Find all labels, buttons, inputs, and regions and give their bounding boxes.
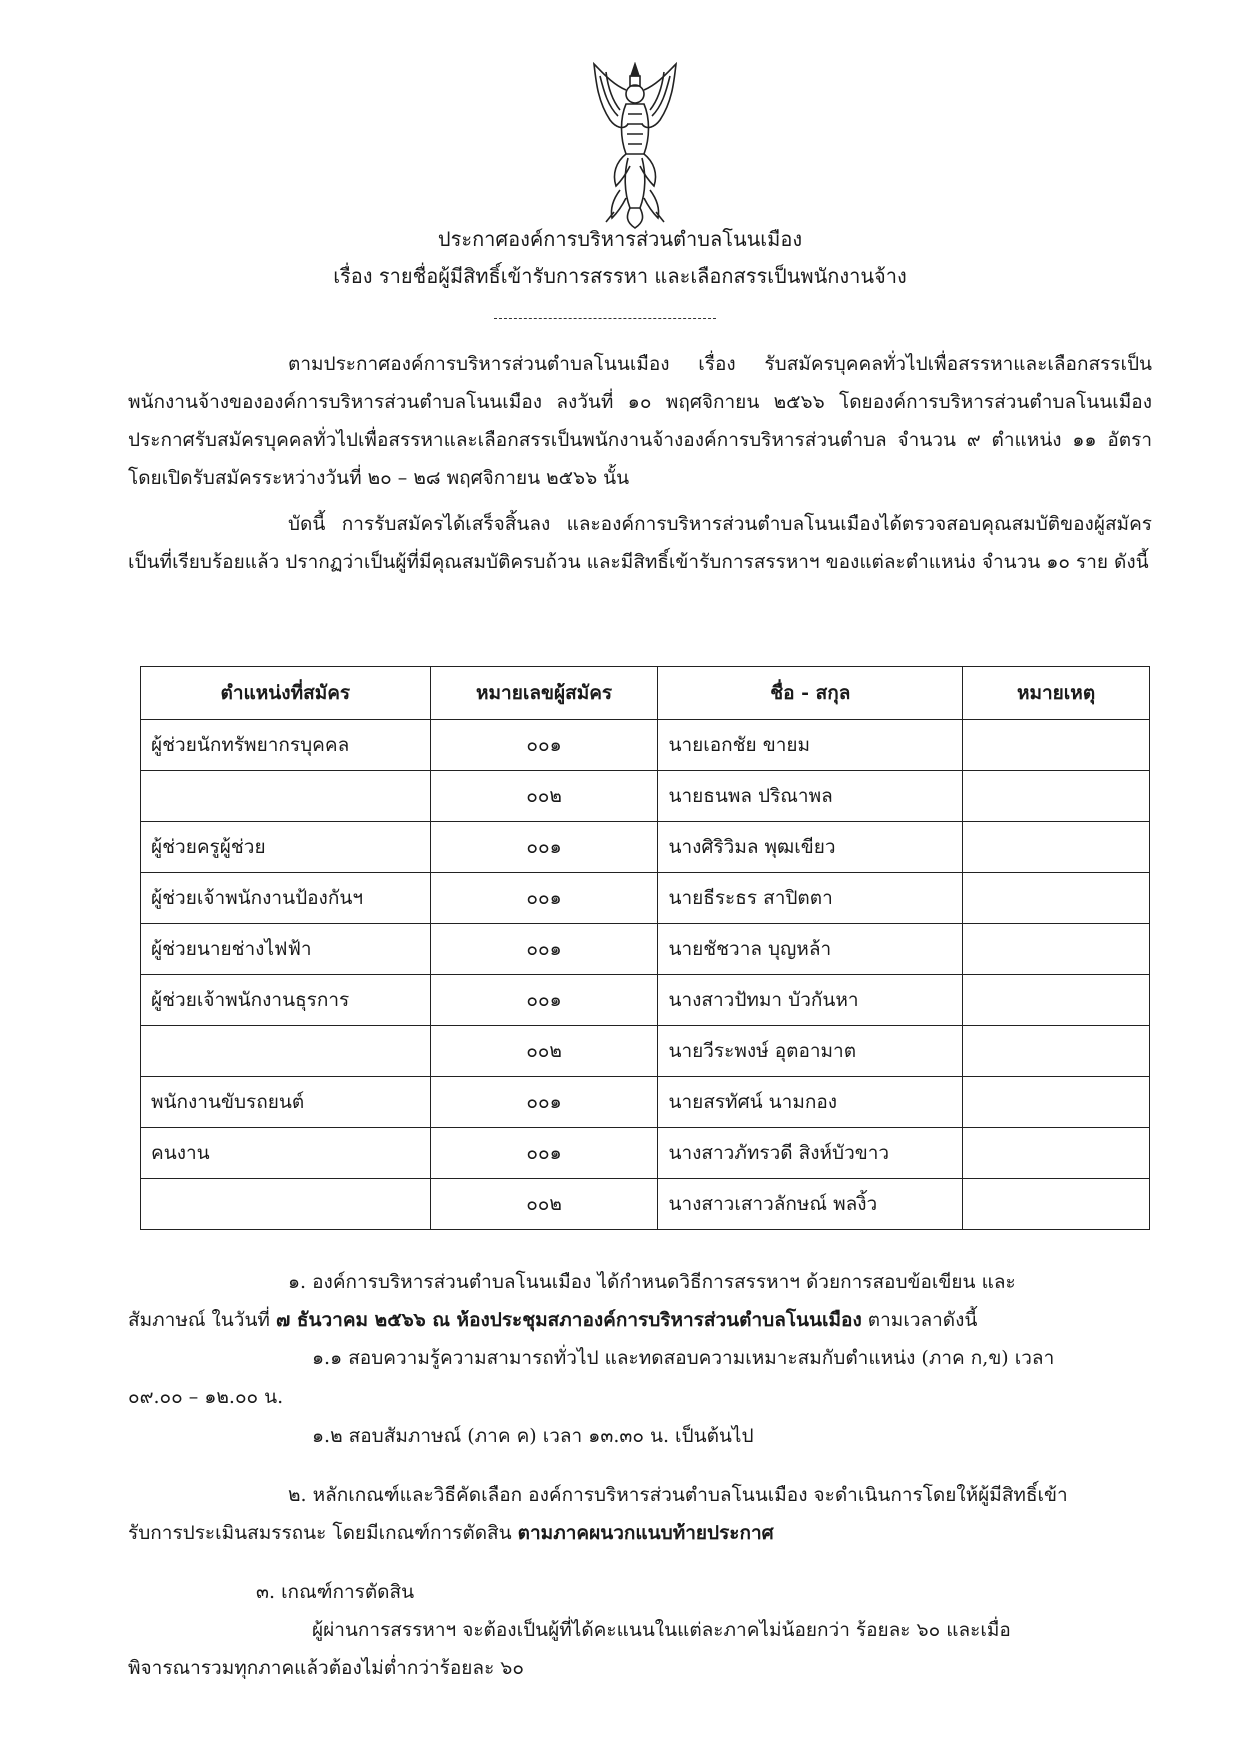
cell-name: นางสาวปัทมา บัวกันหา [658,975,963,1026]
cell-position: ผู้ช่วยนักทรัพยากรบุคคล [141,720,431,771]
applicant-table [140,666,1150,1230]
cell-position [141,1179,431,1230]
cell-number: ๐๐๒ [430,771,658,822]
cell-number: ๐๐๑ [430,822,658,873]
cell-name: นายเอกชัย ขายม [658,720,963,771]
cell-number: ๐๐๑ [430,873,658,924]
section2-line2 [128,1518,774,1548]
table-row [141,822,1150,873]
table-row [141,1026,1150,1077]
header-remarks: หมายเหตุ [963,667,1150,720]
section1-line2-suffix: ตามเวลาดังนี้ [861,1309,978,1331]
title-divider [494,318,716,319]
cell-name: นางสาวภัทรวดี สิงห์บัวขาว [658,1128,963,1179]
cell-note [963,720,1150,771]
table-row [141,873,1150,924]
cell-position [141,1026,431,1077]
announcement-title: ประกาศองค์การบริหารส่วนตำบลโนนเมือง [437,227,803,251]
cell-note [963,975,1150,1026]
cell-position: ผู้ช่วยเจ้าพนักงานป้องกันฯ [141,873,431,924]
cell-position: คนงาน [141,1128,431,1179]
cell-position: พนักงานขับรถยนต์ [141,1077,431,1128]
cell-note [963,822,1150,873]
cell-position: ผู้ช่วยครูผู้ช่วย [141,822,431,873]
table-row [141,1128,1150,1179]
cell-name: นายสรทัศน์ นามกอง [658,1077,963,1128]
cell-note [963,1026,1150,1077]
table-row [141,1077,1150,1128]
section1-line2 [128,1305,977,1335]
table-row [141,924,1150,975]
header-applicant-number: หมายเลขผู้สมัคร [430,667,658,720]
cell-name: นายธนพล ปริณาพล [658,771,963,822]
cell-note [963,1179,1150,1230]
section1-line1: ๑. องค์การบริหารส่วนตำบลโนนเมือง ได้กำหนดวิธีการสรรหาฯ ด้วยการสอบข้อเขียน และ [288,1271,1016,1293]
section3-heading: ๓. เกณฑ์การตัดสิน [256,1581,415,1603]
garuda-emblem [590,62,680,230]
intro-paragraph: ตามประกาศองค์การบริหารส่วนตำบลโนนเมือง เรื่อง รับสมัครบุคคลทั่วไปเพื่อสรรหาและเลือกสรรเป็นพนักงานจ้างขององค์การบริหารส่วนตำบลโนนเมือง ลงวันที่ ๑๐ พฤศจิกายน ๒๕๖๖ โดยองค์การบริหารส่วนตำบลโนนเมือง ประกาศรับสมัครบุคคลทั่วไปเพื่อสรรหาและเลือกสรรเป็นพนักงานจ้างองค์การบริหารส่วนตำบล จำนวน ๙ ตำแหน่ง ๑๑ อัตรา โดยเปิดรับสมัครระหว่างวันที่ ๒๐ – ๒๘ พฤศจิกายน ๒๕๖๖ นั้น [128,353,1152,489]
header-position: ตำแหน่งที่สมัคร [141,667,431,720]
cell-number: ๐๐๑ [430,1128,658,1179]
cell-name: นายชัชวาล บุญหล้า [658,924,963,975]
section2-line2-prefix: รับการประเมินสมรรถนะ โดยมีเกณฑ์การตัดสิน [128,1522,518,1544]
cell-note [963,924,1150,975]
section3-line2: พิจารณารวมทุกภาคแล้วต้องไม่ต่ำกว่าร้อยละ ๖๐ [128,1657,524,1679]
section1-item1-2: ๑.๒ สอบสัมภาษณ์ (ภาค ค) เวลา ๑๓.๓๐ น. เป็นต้นไป [312,1425,754,1447]
section3-line1: ผู้ผ่านการสรรหาฯ จะต้องเป็นผู้ที่ได้คะแนนในแต่ละภาคไม่น้อยกว่า ร้อยละ ๖๐ และเมื่อ [312,1619,1011,1641]
cell-note [963,1128,1150,1179]
section2-line2-bold: ตามภาคผนวกแนบท้ายประกาศ [517,1522,774,1544]
cell-position: ผู้ช่วยเจ้าพนักงานธุรการ [141,975,431,1026]
section2-line1: ๒. หลักเกณฑ์และวิธีคัดเลือก องค์การบริหารส่วนตำบลโนนเมือง จะดำเนินการโดยให้ผู้มีสิทธิ์เข้า [288,1484,1068,1506]
cell-number: ๐๐๒ [430,1179,658,1230]
header-full-name: ชื่อ - สกุล [658,667,963,720]
cell-note [963,873,1150,924]
cell-name: นางศิริวิมล พุฒเขียว [658,822,963,873]
table-header-row [141,667,1150,720]
cell-note [963,771,1150,822]
table-row [141,975,1150,1026]
cell-number: ๐๐๑ [430,975,658,1026]
cell-note [963,1077,1150,1128]
cell-name: นางสาวเสาวลักษณ์ พลงิ้ว [658,1179,963,1230]
table-row [141,1179,1150,1230]
cell-number: ๐๐๑ [430,1077,658,1128]
announcement-subject: เรื่อง รายชื่อผู้มีสิทธิ์เข้ารับการสรรหา และเลือกสรรเป็นพนักงานจ้าง [333,264,907,288]
cell-position: ผู้ช่วยนายช่างไฟฟ้า [141,924,431,975]
cell-name: นายธีระธร สาปิตตา [658,873,963,924]
cell-position [141,771,431,822]
table-row [141,720,1150,771]
section1-item1-1: ๑.๑ สอบความรู้ความสามารถทั่วไป และทดสอบความเหมาะสมกับตำแหน่ง (ภาค ก,ข) เวลา [312,1347,1055,1369]
section1-line2-prefix: สัมภาษณ์ ในวันที่ [128,1309,276,1331]
cell-number: ๐๐๑ [430,720,658,771]
cell-name: นายวีระพงษ์ อุตอามาต [658,1026,963,1077]
cell-number: ๐๐๑ [430,924,658,975]
section1-line2-bold: ๗ ธันวาคม ๒๕๖๖ ณ ห้องประชุมสภาองค์การบริหารส่วนตำบลโนนเมือง [276,1309,862,1331]
table-row [141,771,1150,822]
cell-number: ๐๐๒ [430,1026,658,1077]
section1-item1-1-time: ๐๙.๐๐ – ๑๒.๐๐ น. [128,1386,284,1408]
announcement-paragraph: บัดนี้ การรับสมัครได้เสร็จสิ้นลง และองค์การบริหารส่วนตำบลโนนเมืองได้ตรวจสอบคุณสมบัติของผู้สมัครเป็นที่เรียบร้อยแล้ว ปรากฏว่าเป็นผู้ที่มีคุณสมบัติครบถ้วน และมีสิทธิ์เข้ารับการสรรหาฯ ของแต่ละตำแหน่ง จำนวน ๑๐ ราย ดังนี้ [128,513,1152,573]
